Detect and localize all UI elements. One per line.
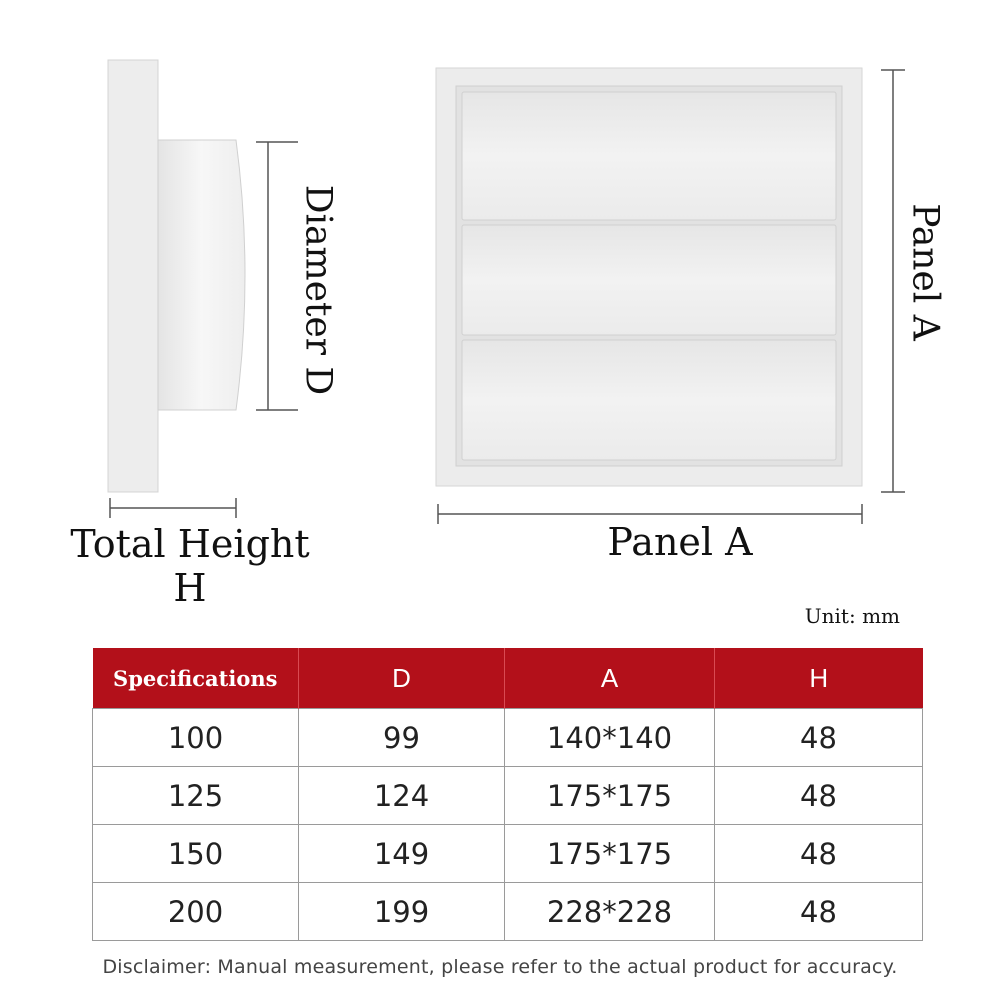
panel-side-dimension [881,70,905,492]
cell-spec: 150 [93,825,299,883]
panel-side-label: Panel A [904,203,946,341]
cell-spec: 100 [93,709,299,767]
unit-label: Unit: mm [804,604,900,628]
table-row [93,825,923,883]
table-row [93,767,923,825]
cell-d: 149 [299,825,505,883]
side-view [108,60,245,492]
total-height-label [40,522,340,610]
cell-a: 175*175 [505,825,715,883]
table-header-row [93,648,923,709]
cell-h: 48 [715,767,923,825]
cell-spec: 125 [93,767,299,825]
total-height-dimension [110,498,236,518]
cell-h: 48 [715,883,923,941]
louver-flap-1 [462,92,836,220]
cell-d: 124 [299,767,505,825]
spec-table [92,648,923,941]
louver-flap-2 [462,225,836,335]
table-row [93,709,923,767]
cell-h: 48 [715,709,923,767]
cell-d: 199 [299,883,505,941]
cell-a: 175*175 [505,767,715,825]
cell-h: 48 [715,825,923,883]
disclaimer-text: Disclaimer: Manual measurement, please refer to the actual product for accuracy. [102,956,898,978]
louver-flap-3 [462,340,836,460]
diameter-label: Diameter D [297,184,339,396]
front-view [436,68,862,486]
cell-a: 228*228 [505,883,715,941]
total-height-line2: H [173,566,207,610]
diameter-dimension [256,142,298,410]
panel-bottom-label: Panel A [607,520,753,564]
side-flange [108,60,158,492]
cell-d: 99 [299,709,505,767]
header-a: A [505,648,715,709]
cell-a: 140*140 [505,709,715,767]
cell-spec: 200 [93,883,299,941]
table-row [93,883,923,941]
header-h: H [715,648,923,709]
header-d: D [299,648,505,709]
header-specifications: Specifications [93,648,299,709]
total-height-line1: Total Height [70,522,310,566]
duct-pipe [158,140,245,410]
